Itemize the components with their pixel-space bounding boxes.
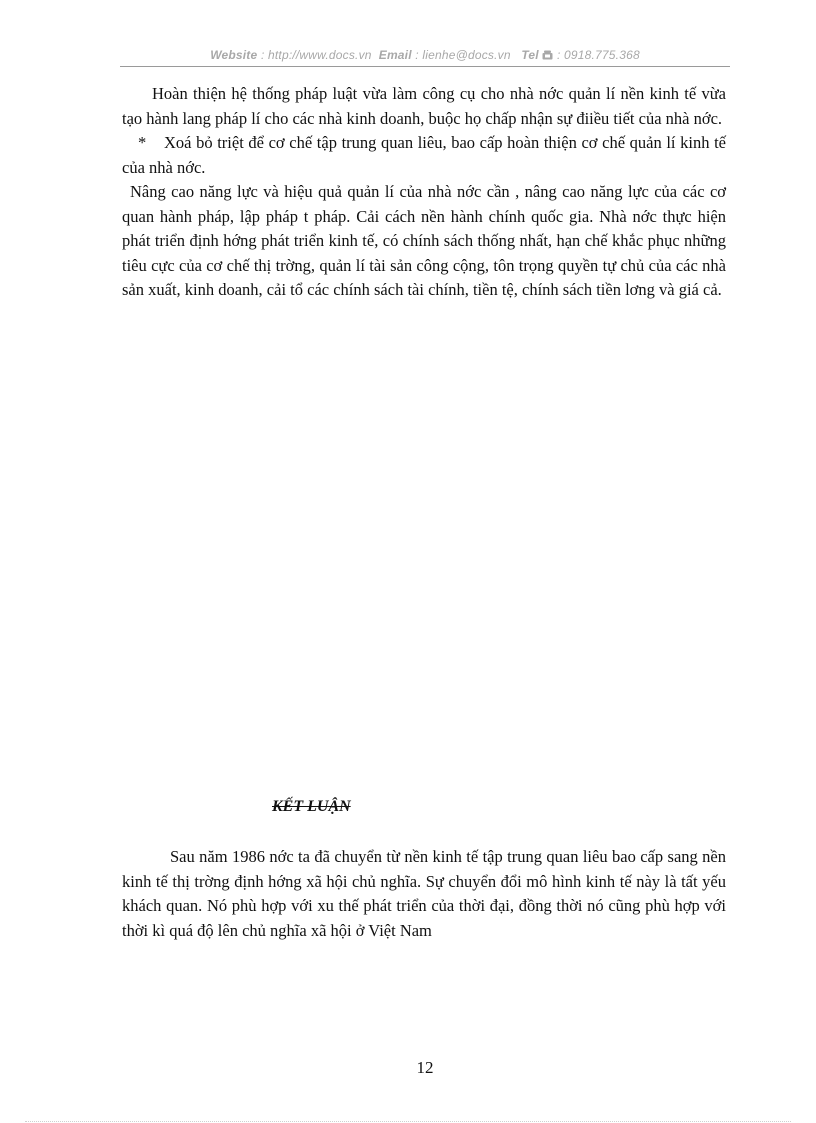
email-label: Email: [378, 48, 412, 62]
paragraph: Nâng cao năng lực và hiệu quả quản lí của nhà nớc cần , nâng cao năng lực của các cơ quan hành pháp, lập pháp t pháp. Cải cách nền hành chính quốc gia. Nhà nớc thực hiện phát triển định hớng phát triển kinh tế, có chính sách thống nhất, hạn chế khắc phục những tiêu cực của cơ chế thị trờng, quản lí tài sản công cộng, tôn trọng quyền tự chủ của các nhà sản xuất, kinh doanh, cải tổ các chính sách tài chính, tiền tệ, chính sách tiền lơng và giá cả.: [122, 182, 726, 299]
page-header: [120, 48, 730, 62]
bullet-paragraph: [122, 131, 726, 180]
conclusion-body: [122, 845, 726, 943]
email-value: : lienhe@docs.vn: [415, 48, 511, 62]
conclusion-heading: KẾT LUẬN: [272, 798, 351, 815]
paragraph-text: Xoá bỏ triệt để cơ chế tập trung quan liêu, bao cấp hoàn thiện cơ chế quản lí kinh tế của nhà nớc.: [122, 133, 726, 177]
conclusion-paragraph: Sau năm 1986 nớc ta đã chuyển từ nền kinh tế tập trung quan liêu bao cấp sang nền kinh tế thị trờng định hớng xã hội chủ nghĩa. Sự chuyển đổi mô hình kinh tế này là tất yếu khách quan. Nó phù hợp với xu thế phát triển của thời đại, đồng thời nó cũng phù hợp với thời kì quá độ lên chủ nghĩa xã hội ở Việt Nam: [122, 847, 726, 940]
website-label: Website: [210, 48, 258, 62]
page-bottom-border: [25, 1121, 791, 1122]
header-divider: [120, 66, 730, 67]
website-value: : http://www.docs.vn: [260, 48, 372, 62]
tel-label: Tel: [521, 48, 539, 62]
bullet-symbol: *: [138, 133, 147, 152]
tel-value: : 0918.775.368: [556, 48, 640, 62]
paragraph: Hoàn thiện hệ thống pháp luật vừa làm công cụ cho nhà nớc quản lí nền kinh tế vừa tạo hành lang pháp lí cho các nhà kinh doanh, buộc họ chấp nhận sự điiều tiết của nhà nớc.: [122, 84, 726, 128]
phone-icon: [542, 48, 557, 62]
page-number: 12: [416, 1058, 434, 1077]
body-text: [122, 82, 726, 303]
